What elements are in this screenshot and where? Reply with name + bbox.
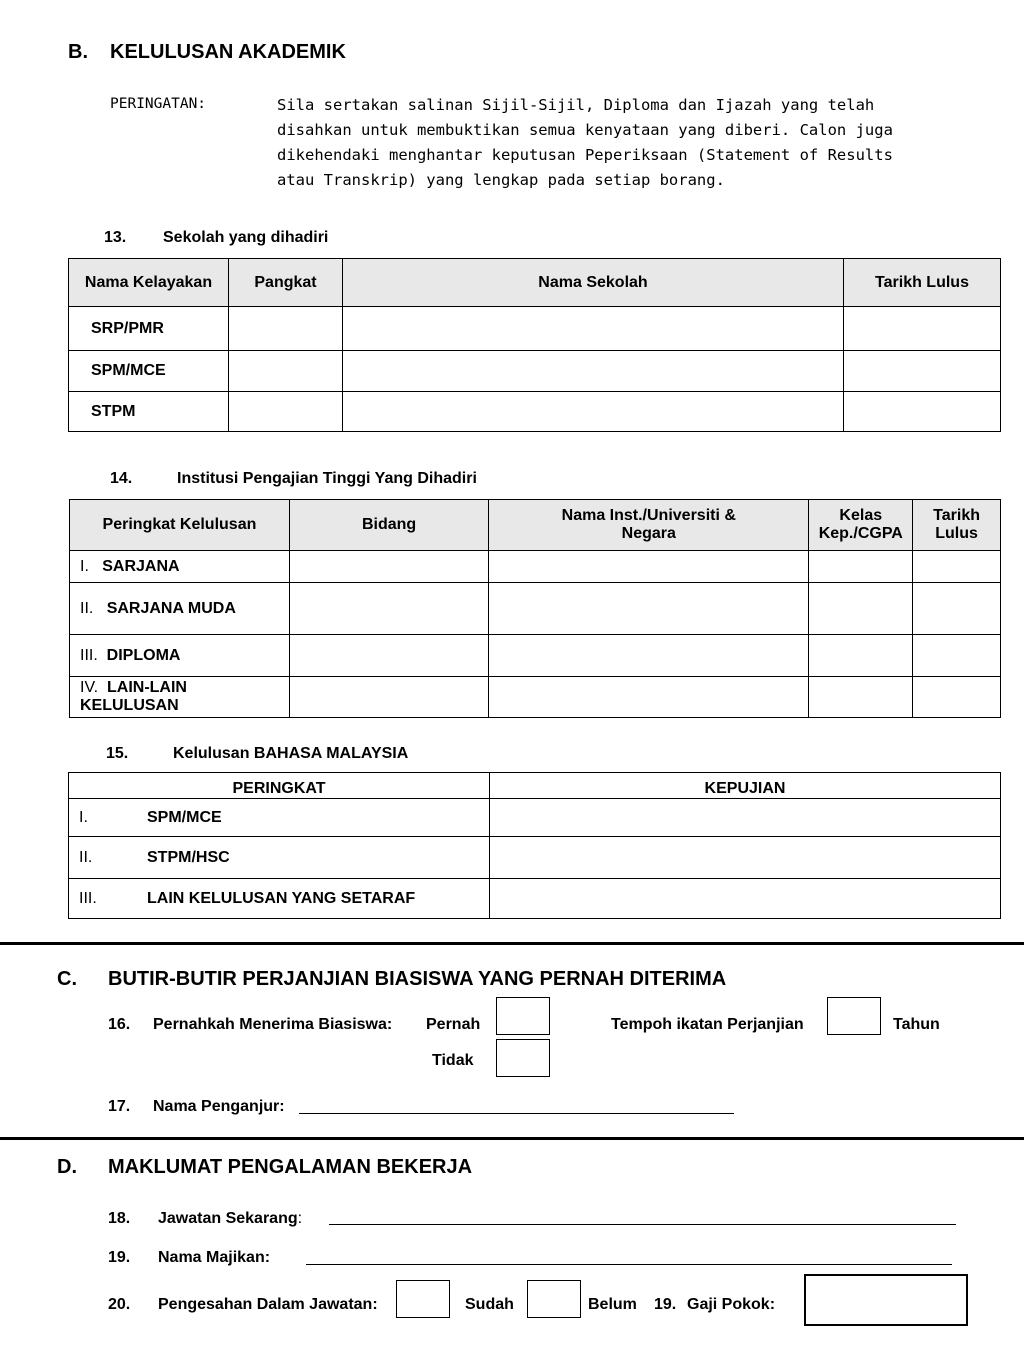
- table-header-row: [69, 259, 1001, 307]
- q16-label: Pernahkah Menerima Biasiswa:: [153, 1016, 393, 1033]
- gaji-number: 19.: [654, 1296, 677, 1313]
- header-cell: Pangkat: [229, 259, 343, 307]
- credit-cell[interactable]: [490, 837, 1001, 879]
- q15-label: Kelulusan BAHASA MALAYSIA: [173, 745, 409, 762]
- employer-name-line[interactable]: [306, 1264, 952, 1265]
- warning-label: PERINGATAN:: [110, 96, 207, 112]
- field-cell[interactable]: [289, 583, 488, 635]
- level-label: II. SARJANA MUDA: [70, 583, 290, 635]
- pernah-checkbox[interactable]: [496, 997, 550, 1035]
- pass-date-cell[interactable]: [844, 392, 1001, 432]
- cgpa-cell[interactable]: [809, 551, 913, 583]
- table-row: [69, 392, 1001, 432]
- warning-line: Sila sertakan salinan Sijil-Sijil, Diploma dan Ijazah yang telah: [277, 96, 875, 114]
- institution-table: [69, 499, 1001, 718]
- section-b-title: KELULUSAN AKADEMIK: [110, 41, 346, 63]
- header-cell: KEPUJIAN: [490, 773, 1001, 799]
- qualification-label: SRP/PMR: [69, 307, 229, 351]
- school-name-cell[interactable]: [343, 307, 844, 351]
- tempoh-label: Tempoh ikatan Perjanjian: [611, 1016, 804, 1033]
- q14-label: Institusi Pengajian Tinggi Yang Dihadiri: [177, 470, 477, 487]
- institution-cell[interactable]: [489, 635, 809, 677]
- warning-line: disahkan untuk membuktikan semua kenyataan yang diberi. Calon juga: [277, 121, 893, 139]
- q15-number: 15.: [106, 745, 129, 762]
- q14-number: 14.: [110, 470, 133, 487]
- header-cell: Kelas Kep./CGPA: [809, 500, 913, 551]
- section-divider: [0, 942, 1024, 945]
- q19-label: Nama Majikan:: [158, 1249, 271, 1266]
- table-row: [70, 677, 1001, 718]
- q20-number: 20.: [108, 1296, 131, 1313]
- level-label: III. LAIN KELULUSAN YANG SETARAF: [69, 879, 490, 919]
- pernah-label: Pernah: [426, 1016, 481, 1033]
- header-cell: Nama Inst./Universiti & Negara: [489, 500, 809, 551]
- basic-salary-box[interactable]: [804, 1274, 968, 1326]
- belum-label: Belum: [588, 1296, 637, 1313]
- cgpa-cell[interactable]: [809, 635, 913, 677]
- table-row: [69, 879, 1001, 919]
- table-row: [70, 635, 1001, 677]
- institution-cell[interactable]: [489, 677, 809, 718]
- level-label: I. SARJANA: [70, 551, 290, 583]
- table-header-row: [69, 773, 1001, 799]
- warning-line: atau Transkrip) yang lengkap pada setiap borang.: [277, 171, 725, 189]
- level-label: IV. LAIN-LAIN KELULUSAN: [70, 677, 290, 718]
- header-cell: Tarikh Lulus: [844, 259, 1001, 307]
- section-c-letter: C.: [57, 968, 77, 990]
- warning-text: [277, 93, 893, 193]
- tidak-checkbox[interactable]: [496, 1039, 550, 1077]
- credit-cell[interactable]: [490, 879, 1001, 919]
- organizer-name-line[interactable]: [299, 1113, 734, 1114]
- q17-label: Nama Penganjur:: [153, 1098, 285, 1115]
- section-b-letter: B.: [68, 41, 88, 63]
- institution-cell[interactable]: [489, 551, 809, 583]
- table-row: [70, 583, 1001, 635]
- malay-language-table: [68, 772, 1001, 919]
- field-cell[interactable]: [289, 551, 488, 583]
- pass-date-cell[interactable]: [913, 551, 1001, 583]
- table-row: [69, 351, 1001, 392]
- current-position-line[interactable]: [329, 1224, 956, 1225]
- qualification-label: STPM: [69, 392, 229, 432]
- level-label: II. STPM/HSC: [69, 837, 490, 879]
- field-cell[interactable]: [289, 677, 488, 718]
- sudah-checkbox[interactable]: [396, 1280, 450, 1318]
- header-cell: Tarikh Lulus: [913, 500, 1001, 551]
- level-label: III. DIPLOMA: [70, 635, 290, 677]
- table-row: [69, 307, 1001, 351]
- sudah-label: Sudah: [465, 1296, 514, 1313]
- gaji-label: Gaji Pokok:: [687, 1296, 776, 1313]
- table-row: [69, 799, 1001, 837]
- section-d-title: MAKLUMAT PENGALAMAN BEKERJA: [108, 1156, 473, 1178]
- cgpa-cell[interactable]: [809, 583, 913, 635]
- header-cell: Bidang: [289, 500, 488, 551]
- tempoh-input-box[interactable]: [827, 997, 881, 1035]
- grade-cell[interactable]: [229, 351, 343, 392]
- q13-number: 13.: [104, 229, 127, 246]
- header-cell: Peringkat Kelulusan: [70, 500, 290, 551]
- section-divider: [0, 1137, 1024, 1140]
- level-label: I. SPM/MCE: [69, 799, 490, 837]
- pass-date-cell[interactable]: [913, 677, 1001, 718]
- header-cell: Nama Sekolah: [343, 259, 844, 307]
- q17-number: 17.: [108, 1098, 131, 1115]
- pass-date-cell[interactable]: [844, 351, 1001, 392]
- table-row: [70, 551, 1001, 583]
- school-name-cell[interactable]: [343, 351, 844, 392]
- q16-number: 16.: [108, 1016, 131, 1033]
- q18-label: Jawatan Sekarang:: [158, 1210, 303, 1227]
- header-cell: Nama Kelayakan: [69, 259, 229, 307]
- q18-number: 18.: [108, 1210, 131, 1227]
- warning-line: dikehendaki menghantar keputusan Peperiksaan (Statement of Results: [277, 146, 893, 164]
- tidak-label: Tidak: [432, 1052, 474, 1069]
- section-c-title: BUTIR-BUTIR PERJANJIAN BIASISWA YANG PERNAH DITERIMA: [108, 968, 727, 990]
- school-table: [68, 258, 1001, 432]
- section-d-letter: D.: [57, 1156, 77, 1178]
- tahun-label: Tahun: [893, 1016, 940, 1033]
- qualification-label: SPM/MCE: [69, 351, 229, 392]
- grade-cell[interactable]: [229, 307, 343, 351]
- header-cell: PERINGKAT: [69, 773, 490, 799]
- cgpa-cell[interactable]: [809, 677, 913, 718]
- table-header-row: [70, 500, 1001, 551]
- q20-label: Pengesahan Dalam Jawatan:: [158, 1296, 378, 1313]
- belum-checkbox[interactable]: [527, 1280, 581, 1318]
- table-row: [69, 837, 1001, 879]
- pass-date-cell[interactable]: [913, 583, 1001, 635]
- q19-number: 19.: [108, 1249, 131, 1266]
- field-cell[interactable]: [289, 635, 488, 677]
- grade-cell[interactable]: [229, 392, 343, 432]
- pass-date-cell[interactable]: [913, 635, 1001, 677]
- credit-cell[interactable]: [490, 799, 1001, 837]
- institution-cell[interactable]: [489, 583, 809, 635]
- pass-date-cell[interactable]: [844, 307, 1001, 351]
- school-name-cell[interactable]: [343, 392, 844, 432]
- q13-label: Sekolah yang dihadiri: [163, 229, 329, 246]
